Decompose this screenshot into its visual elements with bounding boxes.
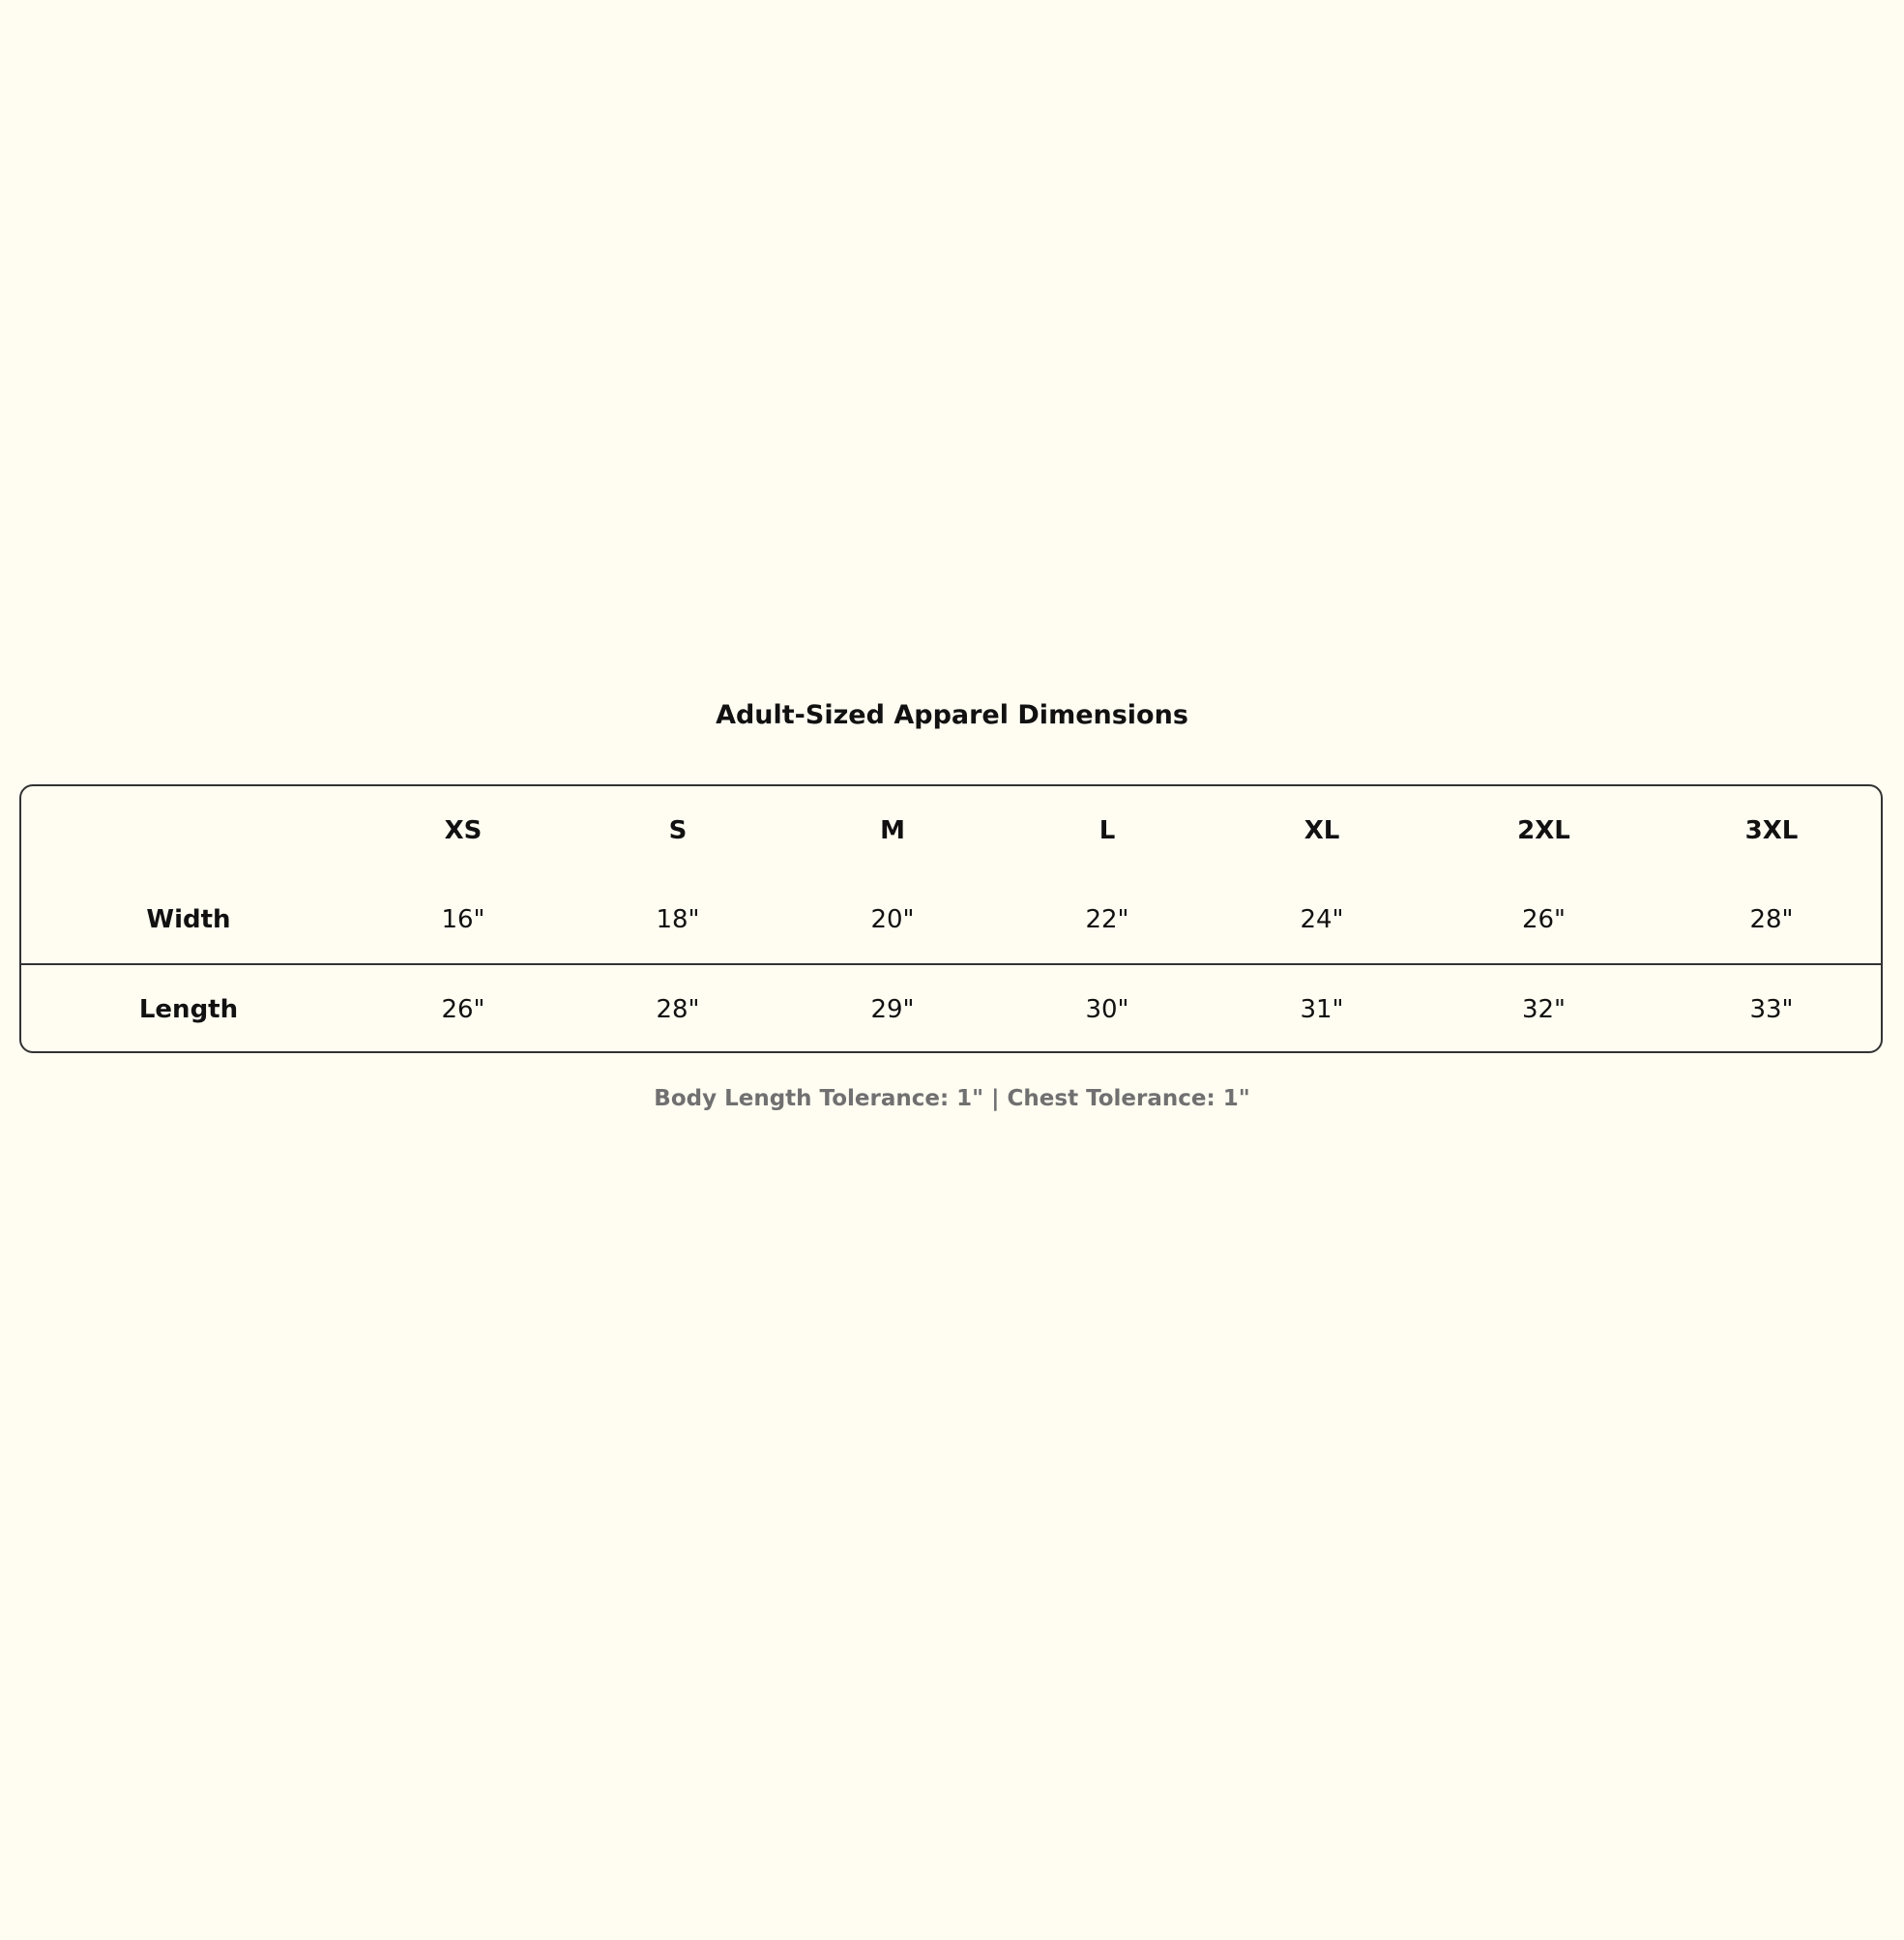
width-3xl-cell: 28" [1749,904,1794,934]
size-header-xs: XS [444,816,483,845]
table-row-length [21,964,1883,1053]
length-l-cell: 30" [1000,964,1215,1053]
row-label-width: Width [146,904,231,934]
width-xl-cell: 24" [1300,904,1344,934]
width-m-cell: 20" [870,904,915,934]
length-s-cell: 28" [571,964,785,1053]
length-m-cell: 29" [785,964,1000,1053]
size-header-3xl: 3XL [1744,816,1799,845]
page-title: Adult-Sized Apparel Dimensions [716,700,1188,730]
size-header-2xl: 2XL [1517,816,1570,845]
width-2xl-cell: 26" [1521,904,1567,934]
table-corner-cell [21,786,356,875]
table-header-row [21,786,1883,875]
size-header-l: L [1098,816,1116,845]
size-header-s: S [668,816,688,845]
table-row-width [21,875,1883,964]
width-l-cell: 22" [1085,904,1129,934]
length-xl-cell: 31" [1215,964,1429,1053]
size-header-m: M [880,816,905,845]
size-header-xl: XL [1304,816,1340,845]
size-table-frame [19,784,1883,1053]
size-table [21,786,1883,1053]
length-3xl-cell: 33" [1658,964,1883,1053]
length-2xl-cell: 32" [1429,964,1658,1053]
width-xs-cell: 16" [441,904,485,934]
width-s-cell: 18" [656,904,700,934]
length-xs-cell: 26" [356,964,571,1053]
tolerance-note: Body Length Tolerance: 1" | Chest Tolerance: 1" [654,1086,1250,1111]
row-label-length: Length [21,964,356,1053]
